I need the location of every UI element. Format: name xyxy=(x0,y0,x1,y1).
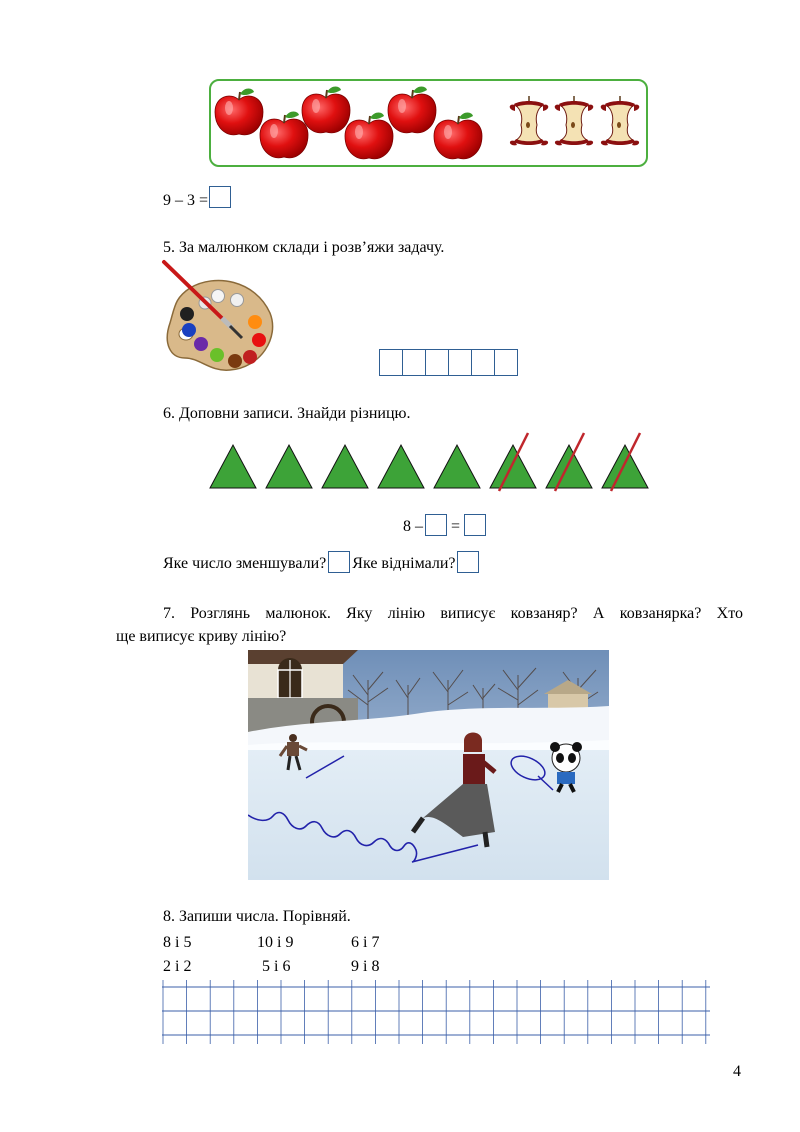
triangle xyxy=(210,445,256,488)
question-minuend: Яке число зменшували? xyxy=(163,555,327,572)
triangle-crossed xyxy=(546,445,592,488)
compare-row-1 xyxy=(163,934,379,952)
answer-cell[interactable] xyxy=(402,349,426,376)
task-5-title: 5. За малюнком склади і розв’яжи задачу. xyxy=(163,239,445,256)
task-5-answer-cells xyxy=(379,349,518,376)
triangle xyxy=(434,445,480,488)
task-7-line2: ще виписує криву лінію? xyxy=(116,628,287,645)
subtrahend-box[interactable] xyxy=(425,514,447,536)
writing-grid[interactable] xyxy=(162,980,710,1044)
answer-box[interactable] xyxy=(209,186,231,208)
task-6-title: 6. Доповни записи. Знайди різницю. xyxy=(163,405,411,422)
task-8-title: 8. Запиши числа. Порівняй. xyxy=(163,908,351,925)
answer-cell[interactable] xyxy=(425,349,449,376)
apples-illustration xyxy=(209,79,648,167)
pair: 2 і 2 xyxy=(163,958,192,975)
answer-cell[interactable] xyxy=(379,349,403,376)
answer-cell[interactable] xyxy=(448,349,472,376)
task-7-line1: 7. Розглянь малюнок. Яку лінію виписує ковзаняр? А ковзанярка? Хто xyxy=(163,605,743,622)
minuend-box[interactable] xyxy=(328,551,350,573)
pair: 8 і 5 xyxy=(163,934,192,951)
pair: 10 і 9 xyxy=(257,934,294,951)
answer-cell[interactable] xyxy=(494,349,518,376)
subtraction-equation-9-3 xyxy=(163,186,231,210)
compare-row-2 xyxy=(163,958,379,976)
task-6-questions xyxy=(163,551,479,573)
pair: 5 і 6 xyxy=(262,958,291,975)
question-subtrahend: Яке віднімали? xyxy=(352,555,456,572)
pair: 6 і 7 xyxy=(351,934,380,951)
difference-box[interactable] xyxy=(464,514,486,536)
triangles-row xyxy=(208,430,650,492)
subtrahend-answer-box[interactable] xyxy=(457,551,479,573)
triangle-crossed xyxy=(490,445,536,488)
triangle xyxy=(322,445,368,488)
equals-sign: = xyxy=(451,518,461,535)
equation-left: 8 – xyxy=(403,518,423,535)
triangle-crossed xyxy=(602,445,648,488)
skating-rink-illustration xyxy=(248,650,609,880)
equation-text: 9 – 3 = xyxy=(163,192,209,209)
answer-cell[interactable] xyxy=(471,349,495,376)
pair: 9 і 8 xyxy=(351,958,380,975)
subtraction-equation-8 xyxy=(403,514,486,536)
triangle xyxy=(378,445,424,488)
paint-palette-illustration xyxy=(160,258,278,374)
page-number: 4 xyxy=(733,1063,741,1080)
triangle xyxy=(266,445,312,488)
